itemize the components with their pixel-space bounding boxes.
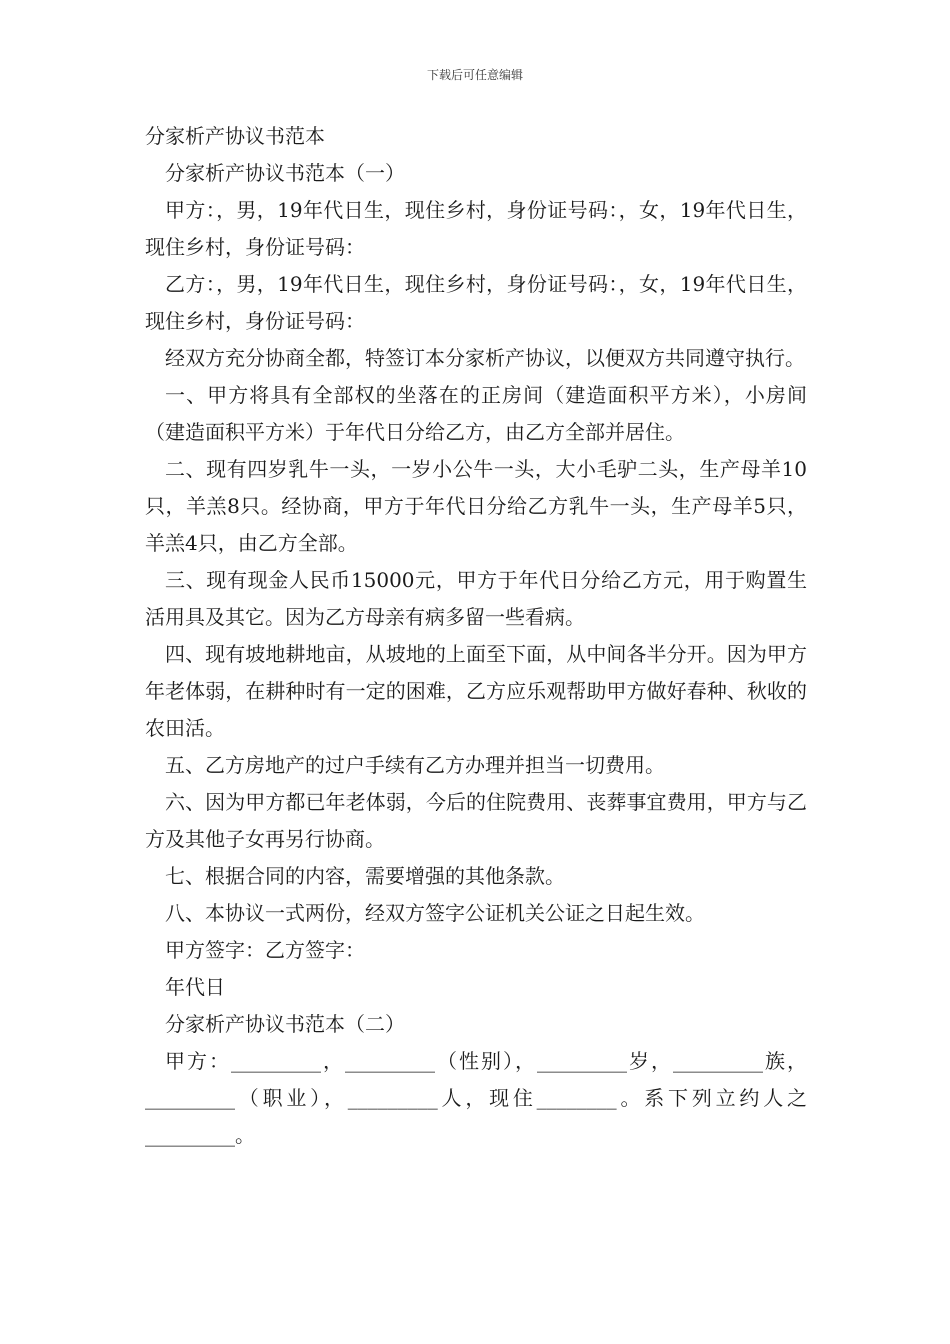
signature-line: 甲方签字：乙方签字： <box>165 938 365 962</box>
clause-7: 七、根据合同的内容，需要增强的其他条款。 <box>165 864 565 888</box>
party-a-paragraph: 甲方：，男，19年代日生，现住乡村，身份证号码：，女，19年代日生，现住乡村，身份证号码： <box>145 198 807 259</box>
clause-2: 二、现有四岁乳牛一头，一岁小公牛一头，大小毛驴二头，生产母羊10只，羊羔8只。经协商，甲方于年代日分给乙方乳牛一头，生产母羊5只，羊羔4只，由乙方全部。 <box>145 457 807 555</box>
party-b-paragraph: 乙方：，男，19年代日生，现住乡村，身份证号码：，女，19年代日生，现住乡村，身份证号码： <box>145 272 807 333</box>
page-header: 下载后可任意编辑 <box>426 68 523 82</box>
party-a-form-paragraph: 甲方：_________，_________（性别），_________岁，_________族，_________（职业），_________人，现住________。系下列立约人之_________。 <box>145 1049 807 1147</box>
preamble-paragraph: 经双方充分协商全都，特签订本分家析产协议，以便双方共同遵守执行。 <box>165 346 805 370</box>
clause-8: 八、本协议一式两份，经双方签字公证机关公证之日起生效。 <box>165 901 705 925</box>
clause-4: 四、现有坡地耕地亩，从坡地的上面至下面，从中间各半分开。因为甲方年老体弱，在耕种时有一定的困难，乙方应乐观帮助甲方做好春种、秋收的农田活。 <box>145 642 807 740</box>
clause-3: 三、现有现金人民币15000元，甲方于年代日分给乙方元，用于购置生活用具及其它。因为乙方母亲有病多留一些看病。 <box>145 568 807 629</box>
section-heading-2: 分家析产协议书范本（二） <box>165 1012 405 1036</box>
date-line: 年代日 <box>165 975 225 999</box>
clause-5: 五、乙方房地产的过户手续有乙方办理并担当一切费用。 <box>165 753 665 777</box>
clause-6: 六、因为甲方都已年老体弱，今后的住院费用、丧葬事宜费用，甲方与乙方及其他子女再另行协商。 <box>145 790 807 851</box>
document-title: 分家析产协议书范本 <box>145 124 325 148</box>
section-heading-1: 分家析产协议书范本（一） <box>165 161 405 185</box>
clause-1: 一、甲方将具有全部权的坐落在的正房间（建造面积平方米），小房间（建造面积平方米）于年代日分给乙方，由乙方全部并居住。 <box>145 383 807 444</box>
document-body <box>145 118 807 1154</box>
